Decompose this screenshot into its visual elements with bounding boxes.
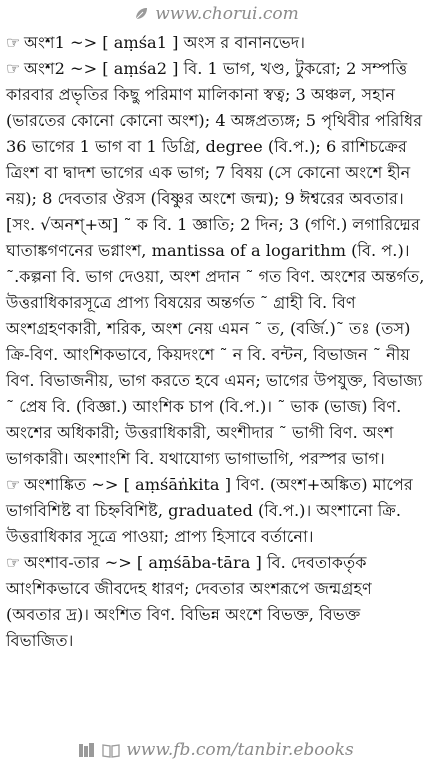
pointing-hand-icon: ☞ bbox=[6, 475, 21, 494]
entry-amshankita bbox=[6, 472, 426, 550]
entry-text: অংশাব-তার ~> [ aṃśāba-tāra ] বি. দেবতাকর্তৃক আংশিকভাবে জীবদেহ ধারণ; দেবতার অংশরূপে জন্মগ্রহণ (অবতার দ্র)। অংশিত বিণ. বিভিন্ন অংশে বিভক্ত, বিভক্ত বিভাজিত। bbox=[6, 553, 372, 650]
books-icon bbox=[78, 742, 96, 758]
site-footer bbox=[0, 738, 432, 762]
site-header bbox=[0, 2, 432, 26]
entry-amsha2 bbox=[6, 56, 426, 472]
facebook-url[interactable]: www.fb.com/tanbir.ebooks bbox=[126, 740, 354, 760]
book-icon bbox=[102, 742, 120, 758]
pointing-hand-icon: ☞ bbox=[6, 33, 21, 52]
entry-amshabatar bbox=[6, 550, 426, 654]
entry-amsha1 bbox=[6, 30, 426, 56]
pointing-hand-icon: ☞ bbox=[6, 553, 21, 572]
entry-text: অংশাঙ্কিত ~> [ aṃśāṅkita ] বিণ. (অংশ+অঙ্কিত) মাপের ভাগবিশিষ্ট বা চিহ্নবিশিষ্ট, graduated (বি.প.)। অংশানো ক্রি. উত্তরাধিকার সূত্রে পাওয়া; প্রাপ্য হিসাবে বর্তানো। bbox=[6, 475, 413, 546]
pointing-hand-icon: ☞ bbox=[6, 59, 21, 78]
leaf-icon bbox=[133, 6, 149, 22]
entry-text: অংশ2 ~> [ aṃśa2 ] বি. 1 ভাগ, খণ্ড, টুকরো; 2 সম্পত্তি কারবার প্রভৃতির কিছু পরিমাণ মালিকানা স্বত্ব; 3 অঞ্চল, সহান (ভারতের কোনো কোনো অংশ); 4 অঙ্গপ্রত্যঙ্গ; 5 পৃথিবীর পরিধির 36 ভাগের 1 ভাগ বা 1 ডিগ্রি, degree (বি.প.); 6 রাশিচক্রের ত্রিংশ বা দ্বাদশ ভাগের এক ভাগ; 7 বিষয় (সে কোনো অংশে হীন নয়); 8 দেবতার ঔরস (বিষ্ণুর অংশে জন্ম); 9 ঈশ্বরের অবতার। [সং. √অনশ্+অ] ˜ ক বি. 1 জ্ঞাতি; 2 দিন; 3 (গণি.) লগারিদ্মের ঘাতাঙ্কগণনের ভগ্নাংশ, mantissa of a logarithm (বি. প.)। ˜.কল্পনা বি. ভাগ দেওয়া, অংশ প্রদান ˜ গত বিণ. অংশের অন্তর্গত, উত্তরাধিকারসূত্রে প্রাপ্য বিষয়ের অন্তর্গত ˜ গ্রাহী বি. বিণ অংশগ্রহণকারী, শরিক, অংশ নেয় এমন ˜ ত, (বর্জি.)˜ তঃ (তস) ক্রি-বিণ. আংশিকভাবে, কিয়দংশে ˜ ন বি. বন্টন, বিভাজন ˜ নীয় বিণ. বিভাজনীয়, ভাগ করতে হবে এমন; ভাগের উপযুক্ত, বিভাজ্য ˜ প্রেষ বি. (বিজ্ঞা.) আংশিক চাপ (বি.প.)। ˜ ভাক (ভাজ) বিণ. অংশের অধিকারী; উত্তরাধিকারী, অংশীদার ˜ ভাগী বিণ. অংশ ভাগকারী। অংশাংশি বি. যথাযোগ্য ভাগাভাগি, পরস্পর ভাগ। bbox=[6, 59, 425, 468]
entry-text: অংশ1 ~> [ aṃśa1 ] অংস র বানানভেদ। bbox=[24, 33, 306, 52]
dictionary-text bbox=[6, 30, 426, 654]
site-url[interactable]: www.chorui.com bbox=[155, 4, 299, 24]
